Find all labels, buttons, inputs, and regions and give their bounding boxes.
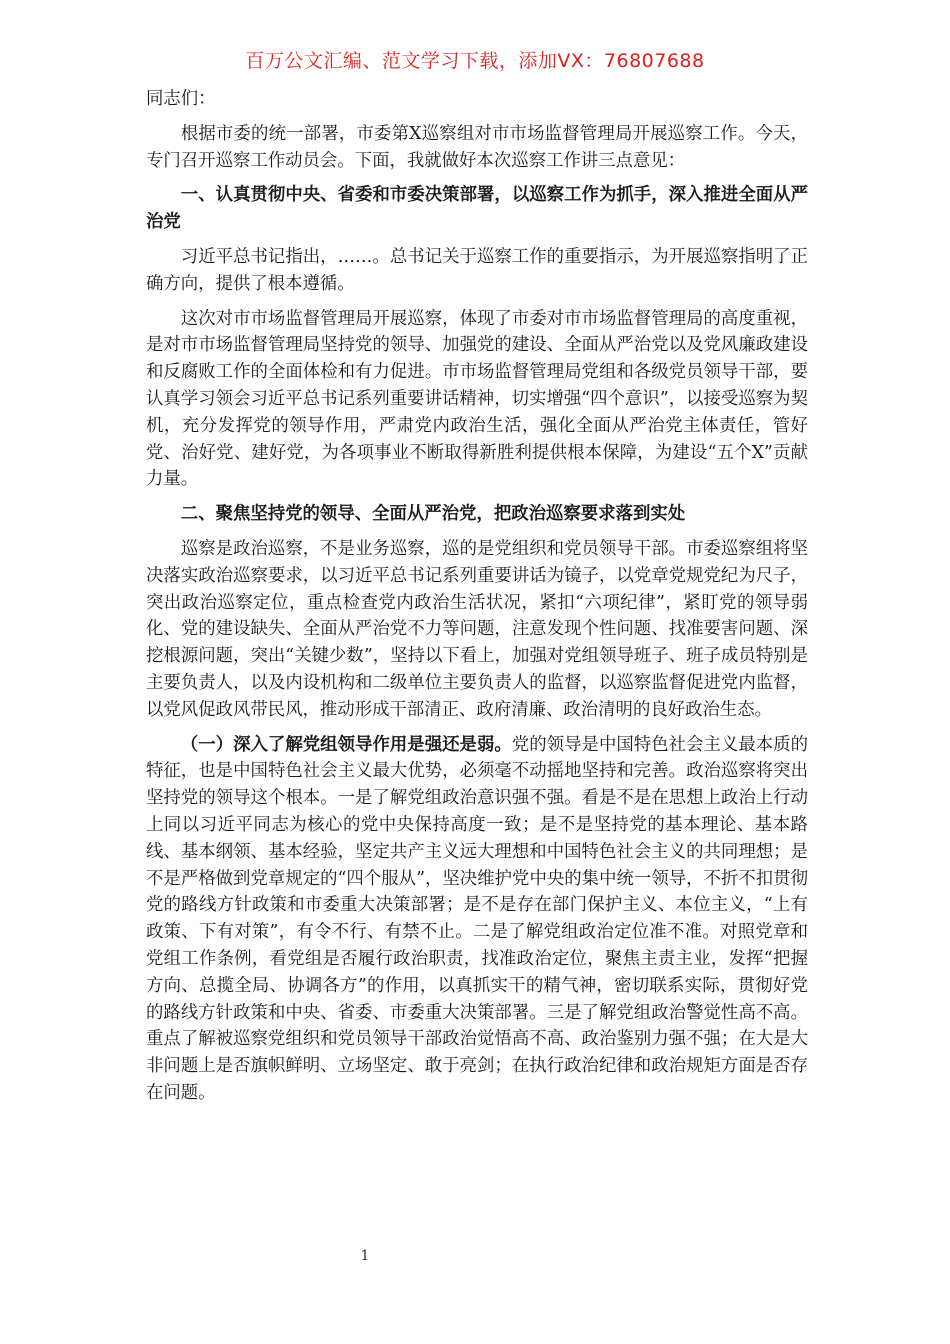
subsection-1-body: 党的领导是中国特色社会主义最本质的特征，也是中国特色社会主义最大优势，必须毫不动摇地坚持和完善。政治巡察将突出坚持党的领导这个根本。一是了解党组政治意识强不强。看是不是在思想上政治上行动上同以习近平同志为核心的党中央保持高度一致；是不是坚持党的基本理论、基本路线、基本纲领、基本经验，坚定共产主义远大理想和中国特色社会主义的共同理想；是不是严格做到党章规定的“四个服从”，坚决维护党中央的集中统一领导，不折不扣贯彻党的路线方针政策和市委重大决策部署；是不是存在部门保护主义、本位主义，“上有政策、下有对策”，有令不行、有禁不止。二是了解党组政治定位准不准。对照党章和党组工作条例，看党组是否履行政治职责，找准政治定位，聚焦主责主业，发挥“把握方向、总揽全局、协调各方”的作用，以真抓实干的精气神，密切联系实际，贯彻好党的路线方针政策和中央、省委、市委重大决策部署。三是了解党组政治警觉性高不高。重点了解被巡察党组织和党员领导干部政治觉悟高不高、政治鉴别力强不强；在大是大非问题上是否旗帜鲜明、立场坚定、敢于亮剑；在执行政治纪律和政治规矩方面是否存在问题。 bbox=[146, 734, 808, 1103]
salutation: 同志们： bbox=[146, 89, 216, 109]
section-1-paragraph-1: 习近平总书记指出，……。总书记关于巡察工作的重要指示，为开展巡察指明了正确方向，提供了根本遵循。 bbox=[146, 246, 808, 294]
section-1-paragraph-2: 这次对市市场监督管理局开展巡察，体现了市委对市市场监督管理局的高度重视，是对市市场监督管理局坚持党的领导、加强党的建设、全面从严治党以及党风廉政建设和反腐败工作的全面体检和有力促进。市市场监督管理局党组和各级党员领导干部，要认真学习领会习近平总书记系列重要讲话精神，切实增强“四个意识”，以接受巡察为契机，充分发挥党的领导作用，严肃党内政治生活，强化全面从严治党主体责任，管好党、治好党、建好党，为各项事业不断取得新胜利提供根本保障，为建设“五个X”贡献力量。 bbox=[146, 308, 808, 490]
section-2-paragraph-1: 巡察是政治巡察，不是业务巡察，巡的是党组织和党员领导干部。市委巡察组将坚决落实政治巡察要求，以习近平总书记系列重要讲话为镜子，以党章党规党纪为尺子，突出政治巡察定位，重点检查党内政治生活状况，紧扣“六项纪律”，紧盯党的领导弱化、党的建设缺失、全面从严治党不力等问题，注意发现个性问题、找准要害问题、深挖根源问题，突出“关键少数”，坚持以下看上，加强对党组领导班子、班子成员特别是主要负责人，以及内设机构和二级单位主要负责人的监督，以巡察监督促进党内监督，以党风促政风带民风，推动形成干部清正、政府清廉、政治清明的良好政治生态。 bbox=[146, 538, 808, 720]
section-1-heading: 一、认真贯彻中央、省委和市委决策部署，以巡察工作为抓手，深入推进全面从严治党 bbox=[146, 185, 808, 233]
intro-paragraph: 根据市委的统一部署，市委第X巡察组对市市场监督管理局开展巡察工作。今天，专门召开巡察工作动员会。下面，我就做好本次巡察工作讲三点意见： bbox=[146, 123, 808, 171]
section-2-heading: 二、聚焦坚持党的领导、全面从严治党，把政治巡察要求落到实处 bbox=[180, 504, 686, 525]
document-body bbox=[146, 86, 808, 1115]
page-number: 1 bbox=[360, 1248, 370, 1264]
subsection-1-title: （一）深入了解党组领导作用是强还是弱。 bbox=[180, 734, 512, 755]
watermark-banner: 百万公文汇编、范文学习下载，添加VX：76807688 bbox=[245, 50, 705, 72]
section-2-subsection-1 bbox=[146, 732, 808, 1107]
